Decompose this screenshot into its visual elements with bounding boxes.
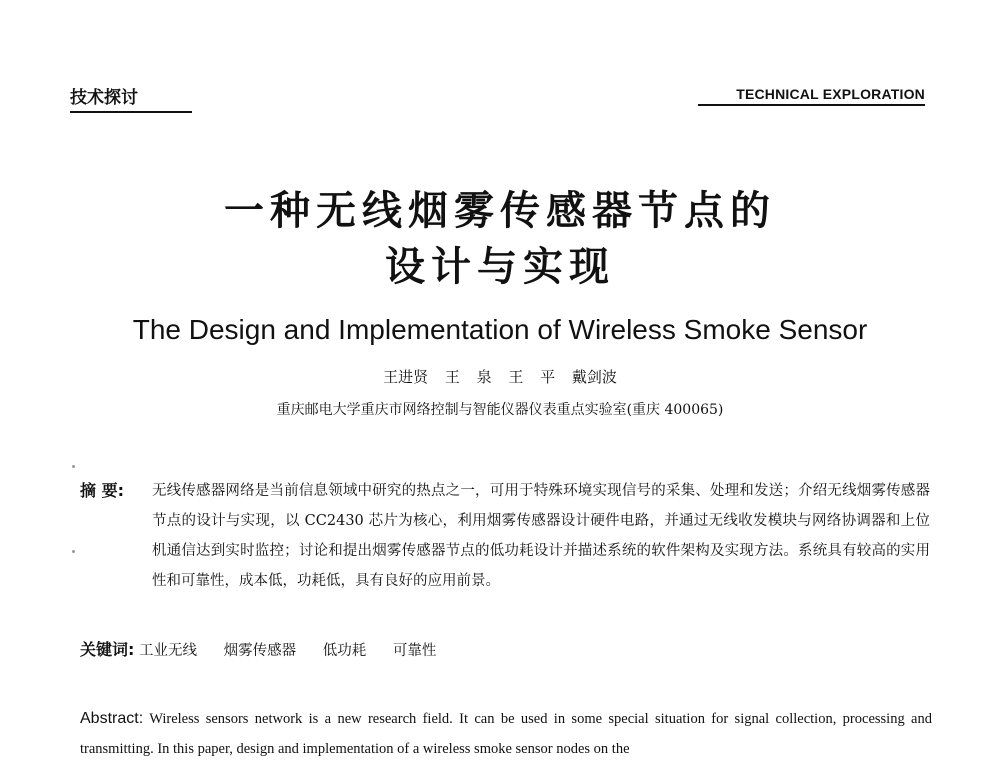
abstract-cn-label: 摘 要: bbox=[80, 481, 124, 500]
title-en: The Design and Implementation of Wireless Smoke Sensor bbox=[132, 314, 868, 345]
keyword: 烟雾传感器 bbox=[223, 643, 297, 659]
abstract-cn bbox=[80, 476, 930, 596]
abstract-en-label: Abstract: bbox=[80, 710, 144, 727]
abstract-en-text: Wireless sensors network is a new research field. It can be used in some special situation for signal collection, processing and transmitting. In this paper, design and implementation of a wireless smoke sensor nodes on the bbox=[80, 711, 932, 757]
journal-section-en: TECHNICAL EXPLORATION bbox=[698, 86, 925, 106]
keyword: 可靠性 bbox=[392, 643, 437, 659]
abstract-cn-text: 无线传感器网络是当前信息领域中研究的热点之一，可用于特殊环境实现信号的采集、处理和发送；介绍无线烟雾传感器节点的设计与实现，以 CC2430 芯片为核心，利用烟雾传感器设计硬件电路，并通过无线收发模块与网络协调器和上位机通信达到实时监控；讨论和提出烟雾传感器节点的低功耗设计并描述系统的软件架构及实现方法。系统具有较高的实用性和可靠性，成本低，功耗低，具有良好的应用前景。 bbox=[152, 483, 930, 589]
keyword: 工业无线 bbox=[139, 643, 198, 659]
keywords bbox=[80, 637, 458, 660]
scan-speck bbox=[72, 550, 75, 553]
authors: 王进贤 王 泉 王 平 戴剑波 bbox=[383, 368, 617, 386]
scan-speck bbox=[72, 465, 75, 468]
abstract-en bbox=[80, 704, 932, 764]
keyword: 低功耗 bbox=[322, 643, 367, 659]
affiliation: 重庆邮电大学重庆市网络控制与智能仪器仪表重点实验室(重庆 400065) bbox=[276, 402, 724, 418]
title-cn-line2: 设计与实现 bbox=[385, 243, 615, 290]
title-cn bbox=[0, 183, 1000, 295]
keywords-label: 关键词: bbox=[80, 640, 135, 659]
journal-section-cn: 技术探讨 bbox=[70, 83, 192, 113]
title-cn-line1: 一种无线烟雾传感器节点的 bbox=[224, 187, 776, 234]
